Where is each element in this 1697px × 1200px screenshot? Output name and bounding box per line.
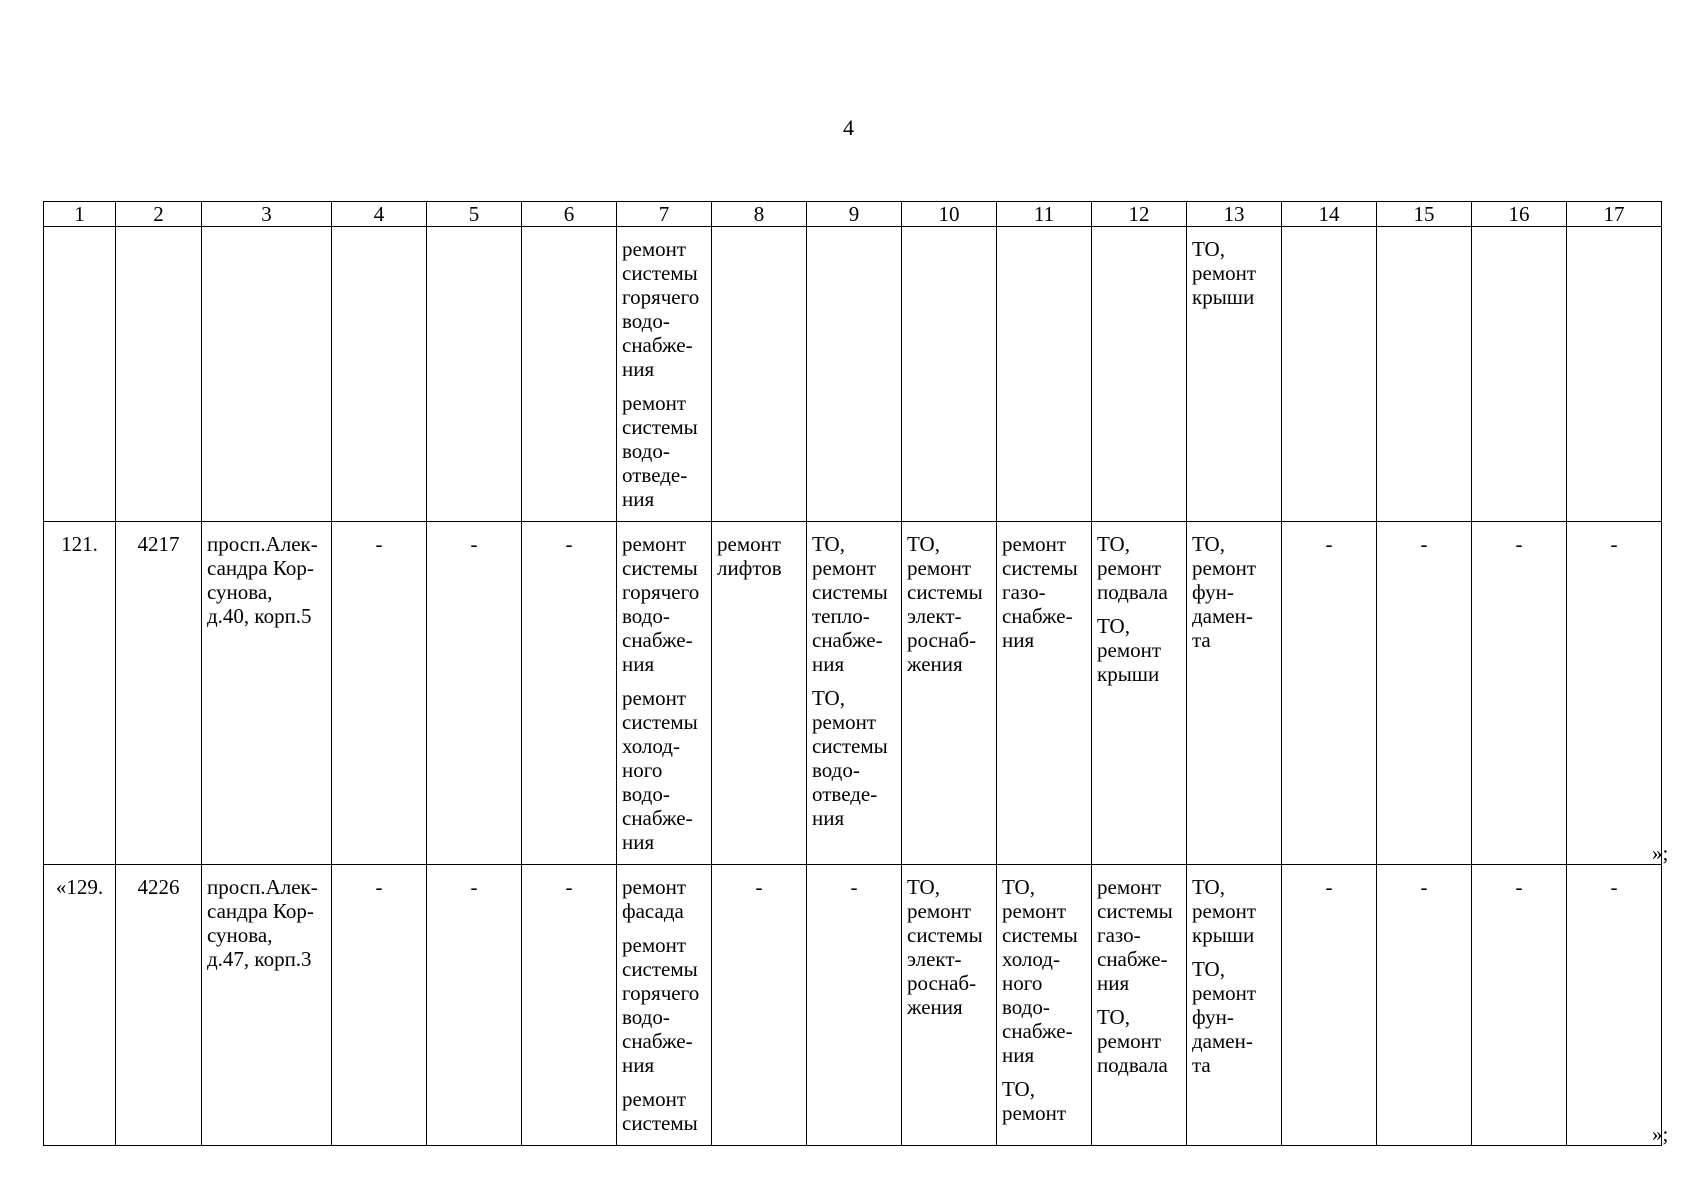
table-cell-col-4 bbox=[332, 227, 427, 522]
column-number-7: 7 bbox=[617, 202, 712, 227]
table-cell-col-14 bbox=[1282, 227, 1377, 522]
cell-entry: 4226 bbox=[137, 875, 180, 899]
column-number-3: 3 bbox=[202, 202, 332, 227]
row-closing-quote: »; bbox=[1652, 840, 1669, 865]
column-number-6: 6 bbox=[522, 202, 617, 227]
cell-entry: 121. bbox=[61, 532, 98, 556]
cell-entry: - bbox=[1325, 875, 1333, 899]
cell-entry: ремонт системы водо- отведе- ния bbox=[622, 391, 698, 511]
table-cell-col-5 bbox=[427, 227, 522, 522]
column-number-1: 1 bbox=[44, 202, 116, 227]
cell-entry: - bbox=[565, 875, 573, 899]
table-cell-col-8 bbox=[712, 865, 807, 1146]
table-cell-col-6 bbox=[522, 522, 617, 865]
works-table bbox=[43, 201, 1662, 1146]
column-number-13: 13 bbox=[1187, 202, 1282, 227]
cell-entry: ТО, ремонт системы элект- роснаб- жения bbox=[907, 532, 983, 676]
cell-entry: ТО, ремонт системы водо- отведе- ния bbox=[812, 686, 888, 830]
table-cell-col-9 bbox=[807, 865, 902, 1146]
cell-entry: - bbox=[1610, 532, 1618, 556]
table-cell-col-5 bbox=[427, 865, 522, 1146]
table-cell-col-15 bbox=[1377, 865, 1472, 1146]
cell-entry: ремонт системы горячего водо- снабже- ния bbox=[622, 237, 700, 381]
table-row bbox=[44, 227, 1662, 522]
cell-entry: ремонт системы горячего водо- снабже- ния bbox=[622, 532, 700, 676]
cell-entry: - bbox=[850, 875, 858, 899]
cell-entry: - bbox=[1515, 875, 1523, 899]
column-number-10: 10 bbox=[902, 202, 997, 227]
cell-entry: ремонт системы горячего водо- снабже- ния bbox=[622, 933, 700, 1077]
column-number-row bbox=[44, 202, 1662, 227]
cell-entry: ТО, ремонт крыши bbox=[1097, 614, 1162, 686]
table-cell-col-8 bbox=[712, 522, 807, 865]
cell-entry: ТО, ремонт фун- дамен- та bbox=[1192, 532, 1257, 652]
cell-entry: ТО, ремонт системы тепло- снабже- ния bbox=[812, 532, 888, 676]
table-cell-col-17 bbox=[1567, 865, 1662, 1146]
table-cell-col-10 bbox=[902, 227, 997, 522]
cell-entry: ТО, ремонт подвала bbox=[1097, 1005, 1168, 1077]
table-cell-col-12 bbox=[1092, 522, 1187, 865]
cell-entry: - bbox=[375, 875, 383, 899]
cell-entry: ремонт фасада bbox=[622, 875, 687, 923]
table-cell-col-16 bbox=[1472, 227, 1567, 522]
table-cell-col-7 bbox=[617, 227, 712, 522]
cell-entry: - bbox=[470, 532, 478, 556]
cell-entry: - bbox=[1420, 532, 1428, 556]
cell-entry: ремонт системы газо- снабже- ния bbox=[1097, 875, 1173, 995]
column-number-16: 16 bbox=[1472, 202, 1567, 227]
cell-entry: ремонт системы холод- ного водо- снабже- ния bbox=[622, 686, 698, 854]
table-body bbox=[44, 227, 1662, 1146]
cell-entry: просп.Алек- сандра Кор- сунова, д.47, корп.3 bbox=[207, 875, 318, 971]
column-number-11: 11 bbox=[997, 202, 1092, 227]
table-cell-col-16 bbox=[1472, 522, 1567, 865]
table-cell-col-12 bbox=[1092, 227, 1187, 522]
table-cell-col-11 bbox=[997, 227, 1092, 522]
table-cell-col-4 bbox=[332, 522, 427, 865]
table-cell-col-1 bbox=[44, 227, 116, 522]
table-cell-col-17 bbox=[1567, 227, 1662, 522]
column-number-15: 15 bbox=[1377, 202, 1472, 227]
cell-entry: - bbox=[470, 875, 478, 899]
table-cell-col-7 bbox=[617, 865, 712, 1146]
table-cell-col-11 bbox=[997, 522, 1092, 865]
page-number: 4 bbox=[843, 115, 854, 140]
cell-entry: ТО, ремонт bbox=[1002, 1077, 1067, 1125]
cell-entry: ремонт лифтов bbox=[717, 532, 782, 580]
table-cell-col-3 bbox=[202, 865, 332, 1146]
table-cell-col-16 bbox=[1472, 865, 1567, 1146]
column-number-14: 14 bbox=[1282, 202, 1377, 227]
cell-entry: ТО, ремонт фун- дамен- та bbox=[1192, 957, 1257, 1077]
table-cell-col-9 bbox=[807, 227, 902, 522]
cell-entry: - bbox=[1420, 875, 1428, 899]
table-cell-col-4 bbox=[332, 865, 427, 1146]
table-cell-col-1 bbox=[44, 522, 116, 865]
cell-entry: - bbox=[565, 532, 573, 556]
table-cell-col-3 bbox=[202, 522, 332, 865]
table-cell-col-13 bbox=[1187, 522, 1282, 865]
table-cell-col-17 bbox=[1567, 522, 1662, 865]
table-cell-col-13 bbox=[1187, 865, 1282, 1146]
cell-entry: просп.Алек- сандра Кор- сунова, д.40, корп.5 bbox=[207, 532, 318, 628]
cell-entry: ремонт системы bbox=[622, 1087, 698, 1135]
table-cell-col-2 bbox=[116, 865, 202, 1146]
row-closing-quote: »; bbox=[1652, 1121, 1669, 1146]
table-cell-col-5 bbox=[427, 522, 522, 865]
cell-entry: - bbox=[1515, 532, 1523, 556]
table-row bbox=[44, 865, 1662, 1146]
cell-entry: «129. bbox=[55, 875, 104, 899]
cell-entry: - bbox=[1325, 532, 1333, 556]
cell-entry: 4217 bbox=[137, 532, 180, 556]
table-cell-col-6 bbox=[522, 865, 617, 1146]
cell-entry: ремонт системы газо- снабже- ния bbox=[1002, 532, 1078, 652]
table-cell-col-15 bbox=[1377, 522, 1472, 865]
column-number-8: 8 bbox=[712, 202, 807, 227]
table-cell-col-2 bbox=[116, 522, 202, 865]
table-cell-col-10 bbox=[902, 522, 997, 865]
table-cell-col-14 bbox=[1282, 865, 1377, 1146]
column-number-17: 17 bbox=[1567, 202, 1662, 227]
cell-entry: - bbox=[375, 532, 383, 556]
table-cell-col-15 bbox=[1377, 227, 1472, 522]
table-cell-col-10 bbox=[902, 865, 997, 1146]
cell-entry: ТО, ремонт системы элект- роснаб- жения bbox=[907, 875, 983, 1019]
table-cell-col-13 bbox=[1187, 227, 1282, 522]
table-cell-col-12 bbox=[1092, 865, 1187, 1146]
cell-entry: ТО, ремонт подвала bbox=[1097, 532, 1168, 604]
cell-entry: - bbox=[1610, 875, 1618, 899]
column-number-5: 5 bbox=[427, 202, 522, 227]
cell-entry: ТО, ремонт системы холод- ного водо- снабже- ния bbox=[1002, 875, 1078, 1067]
table-cell-col-8 bbox=[712, 227, 807, 522]
column-number-12: 12 bbox=[1092, 202, 1187, 227]
table-cell-col-9 bbox=[807, 522, 902, 865]
table-row bbox=[44, 522, 1662, 865]
table-cell-col-7 bbox=[617, 522, 712, 865]
cell-entry: ТО, ремонт крыши bbox=[1192, 237, 1257, 309]
cell-entry: ТО, ремонт крыши bbox=[1192, 875, 1257, 947]
column-number-9: 9 bbox=[807, 202, 902, 227]
table-cell-col-3 bbox=[202, 227, 332, 522]
cell-entry: - bbox=[755, 875, 763, 899]
column-number-2: 2 bbox=[116, 202, 202, 227]
table-cell-col-6 bbox=[522, 227, 617, 522]
table-cell-col-11 bbox=[997, 865, 1092, 1146]
column-number-4: 4 bbox=[332, 202, 427, 227]
table-cell-col-14 bbox=[1282, 522, 1377, 865]
table-cell-col-1 bbox=[44, 865, 116, 1146]
table-cell-col-2 bbox=[116, 227, 202, 522]
